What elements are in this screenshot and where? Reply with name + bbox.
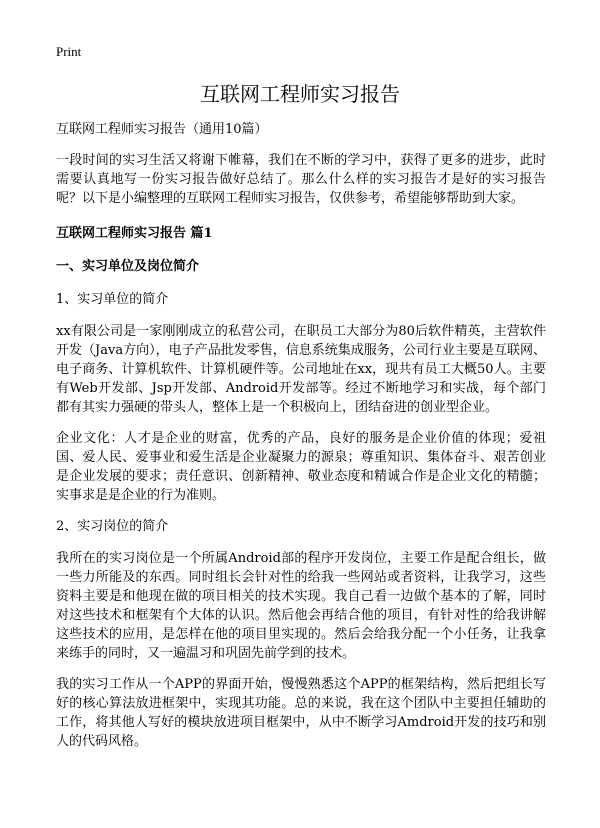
position-intro-paragraph: 我所在的实习岗位是一个所属Android部的程序开发岗位，主要工作是配合组长，做一些力所能及的东西。同时组长会针对性的给我一些网站或者资料，让我学习，这些资料主要是和他现在做的项目相关的技术实现。我自己看一边做个基本的了解，同时对这些技术和框架有个大体的认识。然后他会再结合他的项目，有针对性的给我讲解这些技术的应用，是怎样在他的项目里实现的。然后会给我分配一个小任务，让我拿来练手的同时，又一遍温习和巩固先前学到的技术。 bbox=[56, 551, 546, 661]
print-link[interactable]: Print bbox=[56, 44, 82, 59]
document-subtitle: 互联网工程师实习报告（通用10篇） bbox=[56, 122, 268, 137]
company-intro-paragraph: xx有限公司是一家刚刚成立的私营公司，在职员工大部分为80后软件精英，主营软件开发（Java方向），电子产品批发零售，信息系统集成服务，公司行业主要是互联网、电子商务、计算机软件、计算机硬件等。公司地址在xx，现共有员工大概50人。主要有Web开发部、Jsp开发部、Android开发部等。经过不断地学习和实战，每个部门都有其实力强硬的带头人，整体上是一个积极向上，团结奋进的创业型企业。 bbox=[56, 324, 546, 415]
sub1-title: 1、实习单位的简介 bbox=[56, 292, 169, 307]
intro-paragraph: 一段时间的实习生活又将谢下帷幕，我们在不断的学习中，获得了更多的进步，此时需要认真地写一份实习报告做好总结了。那么什么样的实习报告才是好的实习报告呢？以下是小编整理的互联网工程师实习报告，仅供参考，希望能够帮助到大家。 bbox=[56, 153, 546, 206]
part1-title: 一、实习单位及岗位简介 bbox=[56, 259, 200, 274]
company-culture-paragraph: 企业文化：人才是企业的财富，优秀的产品，良好的服务是企业价值的体现；爱祖国、爱人民、爱事业和爱生活是企业凝聚力的源泉；尊重知识、集体奋斗、艰苦创业是企业发展的要求；责任意识、创新精神、敬业态度和精诚合作是企业文化的精髓；实事求是是企业的行为准则。 bbox=[56, 431, 546, 503]
section-title: 互联网工程师实习报告 篇1 bbox=[56, 226, 213, 241]
document-body bbox=[56, 120, 546, 763]
sub2-title: 2、实习岗位的简介 bbox=[56, 519, 169, 534]
work-description-paragraph: 我的实习工作从一个APP的界面开始，慢慢熟悉这个APP的框架结构，然后把组长写好的核心算法放进框架中，实现其功能。总的来说，我在这个团队中主要担任辅助的工作，将其他人写好的模块放进项目框架中，从中不断学习Amdroid开发的技巧和别人的代码风格。 bbox=[56, 677, 546, 749]
page-title: 互联网工程师实习报告 bbox=[200, 82, 400, 106]
